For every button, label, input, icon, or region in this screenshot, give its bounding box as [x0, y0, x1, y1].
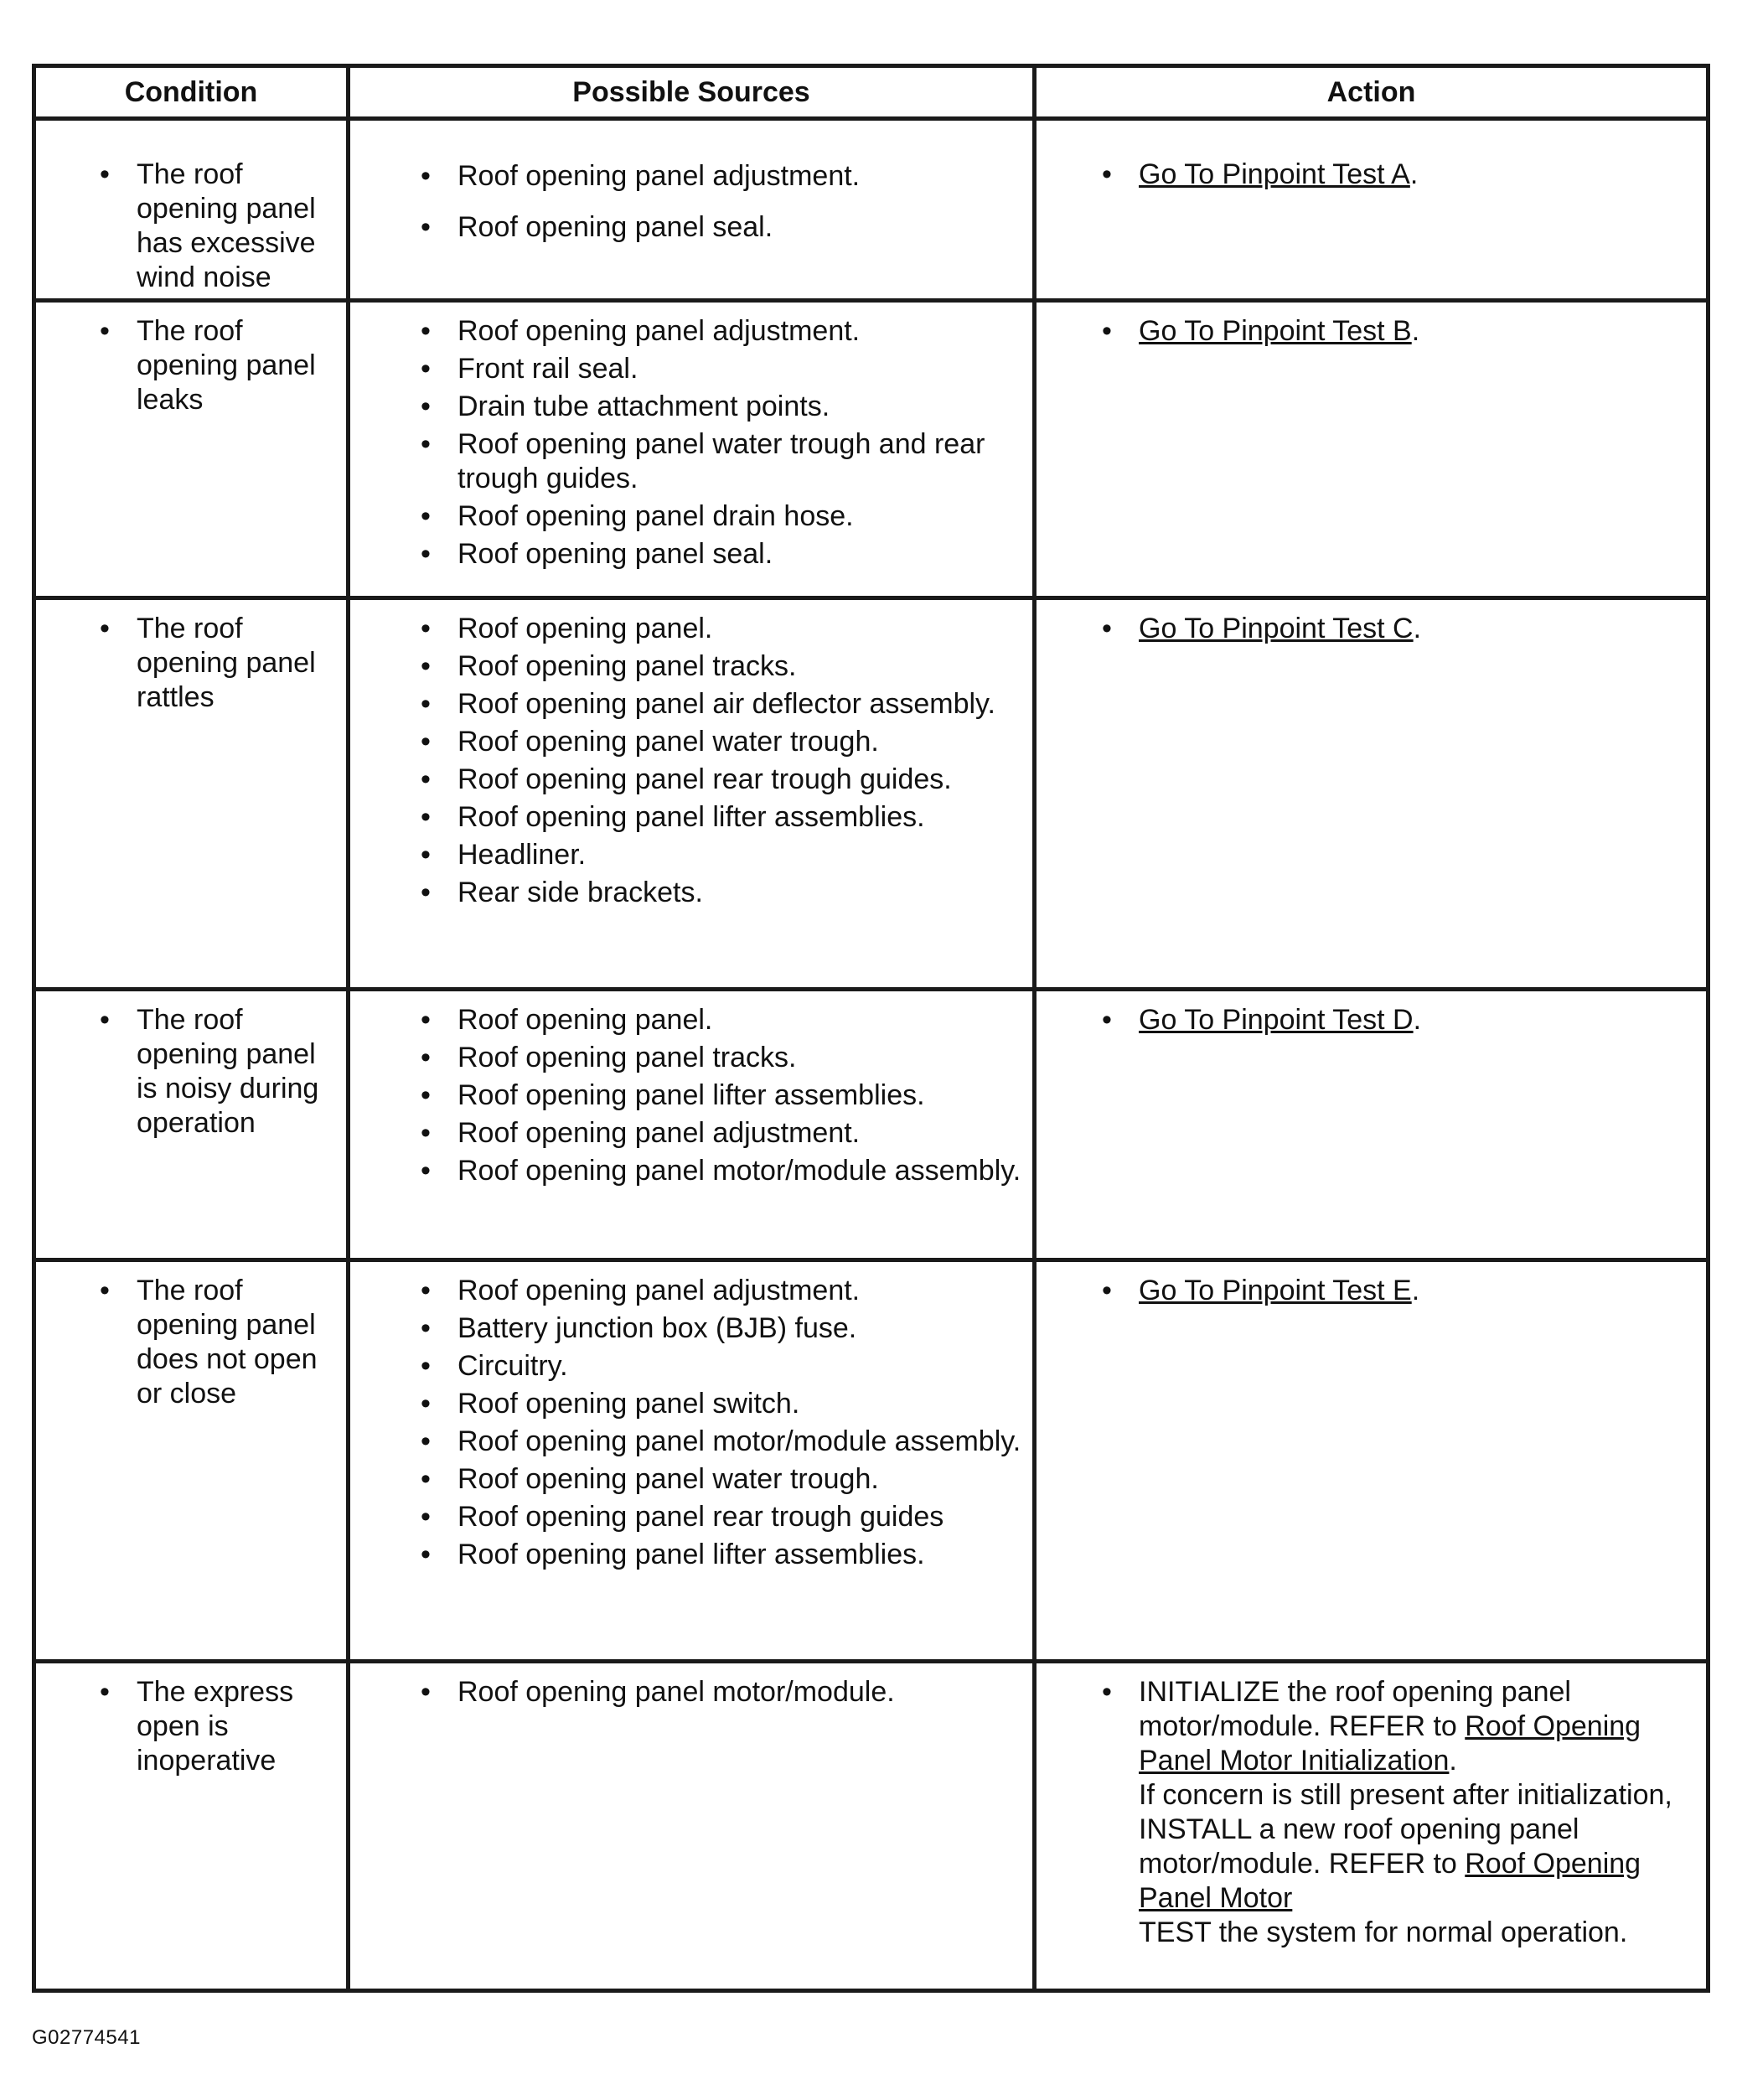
- source-item: • Headliner.: [458, 838, 1024, 872]
- action-cell: [1035, 119, 1709, 301]
- pinpoint-test-e-link[interactable]: Go To Pinpoint Test E: [1139, 1275, 1412, 1306]
- source-item: • Roof opening panel adjustment.: [458, 1116, 1024, 1151]
- table-row: [34, 598, 1709, 990]
- pinpoint-test-a-link[interactable]: Go To Pinpoint Test A: [1139, 158, 1410, 190]
- source-item: • Roof opening panel switch.: [458, 1387, 1024, 1421]
- source-item: • Roof opening panel adjustment.: [458, 159, 1024, 194]
- condition-cell: [34, 1662, 349, 1991]
- action-suffix: .: [1411, 315, 1420, 347]
- action-item: [1139, 314, 1694, 349]
- source-item: • Circuitry.: [458, 1349, 1024, 1384]
- source-item: • Roof opening panel tracks.: [458, 649, 1024, 684]
- motor-link[interactable]: Roof Opening Panel Motor: [1139, 1848, 1641, 1914]
- condition-text: • The roof opening panel has excessive wind noise: [137, 158, 336, 295]
- action-cell: [1035, 1260, 1709, 1662]
- condition-text: • The roof opening panel leaks: [137, 314, 336, 417]
- action-cell: [1035, 990, 1709, 1260]
- action-item: [1139, 1675, 1694, 1950]
- sources-cell: [349, 119, 1035, 301]
- source-item: • Roof opening panel motor/module.: [458, 1675, 1024, 1709]
- action-cell: [1035, 301, 1709, 598]
- action-initialize-text: INITIALIZE the roof opening panel motor/module. REFER to: [1139, 1676, 1571, 1742]
- action-suffix: .: [1413, 613, 1422, 644]
- source-item: • Roof opening panel.: [458, 612, 1024, 646]
- action-suffix: .: [1413, 1004, 1422, 1036]
- sources-cell: [349, 1662, 1035, 1991]
- source-item: • Roof opening panel lifter assemblies.: [458, 1078, 1024, 1113]
- source-item: • Roof opening panel.: [458, 1003, 1024, 1037]
- source-item: • Roof opening panel adjustment.: [458, 1274, 1024, 1308]
- condition-cell: [34, 1260, 349, 1662]
- action-item: [1139, 1003, 1694, 1037]
- action-test-text: TEST the system for normal operation.: [1139, 1916, 1628, 1948]
- table-row: [34, 301, 1709, 598]
- table-row: [34, 1662, 1709, 1991]
- source-item: • Roof opening panel adjustment.: [458, 314, 1024, 349]
- source-item: • Roof opening panel seal.: [458, 537, 1024, 572]
- pinpoint-test-c-link[interactable]: Go To Pinpoint Test C: [1139, 613, 1414, 644]
- source-item: • Roof opening panel water trough and rear trough guides.: [458, 427, 1024, 496]
- source-item: • Roof opening panel lifter assemblies.: [458, 800, 1024, 835]
- action-period: .: [1449, 1745, 1457, 1777]
- source-item: • Rear side brackets.: [458, 876, 1024, 910]
- sources-cell: [349, 1260, 1035, 1662]
- source-item: • Front rail seal.: [458, 352, 1024, 386]
- condition-cell: [34, 301, 349, 598]
- action-item: [1139, 612, 1694, 646]
- source-item: • Roof opening panel water trough.: [458, 1462, 1024, 1497]
- table-row: [34, 119, 1709, 301]
- source-item: • Battery junction box (BJB) fuse.: [458, 1311, 1024, 1346]
- sources-cell: [349, 990, 1035, 1260]
- condition-cell: [34, 119, 349, 301]
- pinpoint-test-d-link[interactable]: Go To Pinpoint Test D: [1139, 1004, 1414, 1036]
- condition-cell: [34, 990, 349, 1260]
- condition-text: • The express open is inoperative: [137, 1675, 336, 1778]
- condition-text: • The roof opening panel rattles: [137, 612, 336, 715]
- source-item: • Roof opening panel rear trough guides.: [458, 763, 1024, 797]
- symptom-chart-table: [32, 64, 1710, 1993]
- header-possible-sources: Possible Sources: [349, 66, 1035, 119]
- source-item: • Roof opening panel tracks.: [458, 1041, 1024, 1075]
- action-suffix: .: [1409, 158, 1419, 190]
- action-install-text: If concern is still present after initialization, INSTALL a new roof opening panel motor/module. REFER to: [1139, 1779, 1672, 1880]
- condition-text: • The roof opening panel does not open or close: [137, 1274, 336, 1411]
- header-action: Action: [1035, 66, 1709, 119]
- pinpoint-test-b-link[interactable]: Go To Pinpoint Test B: [1139, 315, 1412, 347]
- sources-cell: [349, 301, 1035, 598]
- source-item: • Roof opening panel motor/module assembly.: [458, 1425, 1024, 1459]
- source-item: • Drain tube attachment points.: [458, 390, 1024, 424]
- motor-initialization-link[interactable]: Roof Opening Panel Motor Initialization: [1139, 1710, 1641, 1777]
- source-item: • Roof opening panel lifter assemblies.: [458, 1538, 1024, 1572]
- header-row: [34, 66, 1709, 119]
- header-condition: Condition: [34, 66, 349, 119]
- source-item: • Roof opening panel air deflector assembly.: [458, 687, 1024, 722]
- action-item: [1139, 1274, 1694, 1308]
- table-row: [34, 990, 1709, 1260]
- sources-cell: [349, 598, 1035, 990]
- action-suffix: .: [1411, 1275, 1420, 1306]
- source-item: • Roof opening panel motor/module assembly.: [458, 1154, 1024, 1188]
- source-item: • Roof opening panel rear trough guides: [458, 1500, 1024, 1534]
- source-item: • Roof opening panel water trough.: [458, 725, 1024, 759]
- action-item: [1139, 158, 1694, 192]
- action-cell: [1035, 598, 1709, 990]
- condition-cell: [34, 598, 349, 990]
- action-cell: [1035, 1662, 1709, 1991]
- source-item: • Roof opening panel seal.: [458, 210, 1024, 245]
- figure-id: G02774541: [32, 2026, 141, 2049]
- table-row: [34, 1260, 1709, 1662]
- source-item: • Roof opening panel drain hose.: [458, 499, 1024, 534]
- condition-text: • The roof opening panel is noisy during operation: [137, 1003, 336, 1141]
